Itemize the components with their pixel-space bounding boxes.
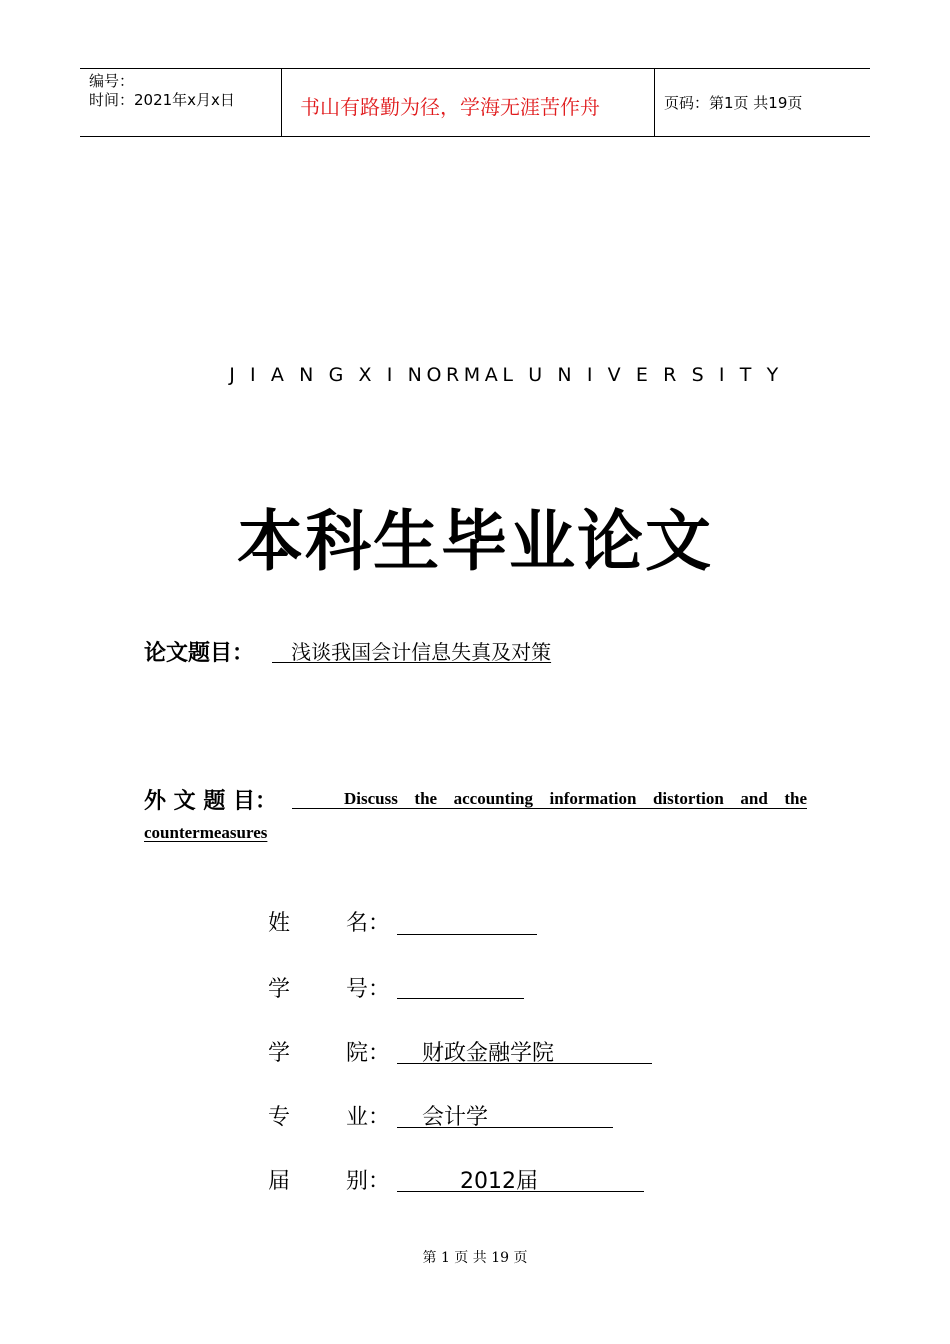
header-top-rule (80, 68, 870, 69)
field-name-underline (397, 934, 537, 935)
field-class-label-a: 届 (268, 1169, 291, 1194)
header-motto: 书山有路勤为径，学海无涯苦作舟 (300, 95, 600, 119)
header-page-info: 页码：第1页 共19页 (664, 94, 803, 112)
time-label: 时间：2021年x月x日 (89, 91, 235, 109)
field-college-label-b: 院： (346, 1041, 391, 1066)
header-bottom-rule (80, 136, 870, 137)
field-id-underline (397, 998, 524, 999)
thesis-title-en-line1: Discuss the accounting information distortion and the (344, 789, 807, 808)
field-name-label-a: 姓 (268, 911, 291, 936)
page-footer: 第 1 页 共 19 页 (422, 1250, 528, 1266)
university-name: J I A N G X I NORMAL U N I V E R S I T Y (229, 364, 783, 386)
field-class-value: 2012届 (460, 1169, 538, 1194)
field-college-label-a: 学 (268, 1041, 291, 1066)
field-id-label-a: 学 (268, 977, 291, 1002)
field-class-label-b: 别： (346, 1169, 391, 1194)
serial-number-label: 编号： (89, 72, 135, 90)
field-id-label-b: 号： (346, 977, 391, 1002)
field-name-label-b: 名： (346, 911, 391, 936)
thesis-title-cn: 浅谈我国会计信息失真及对策 (272, 640, 552, 664)
foreign-title-label: 外 文 题 目： (144, 789, 277, 814)
thesis-title-en-line2: countermeasures (144, 823, 268, 842)
header-divider-right (654, 69, 655, 136)
thesis-title-label: 论文题目： (144, 641, 255, 666)
document-title: 本科生毕业论文 (237, 503, 713, 580)
header-divider-left (281, 69, 282, 136)
field-major-label-a: 专 (268, 1105, 291, 1130)
field-college-value: 财政金融学院 (422, 1041, 555, 1066)
field-major-value: 会计学 (422, 1105, 489, 1130)
field-major-label-b: 业： (346, 1105, 391, 1130)
